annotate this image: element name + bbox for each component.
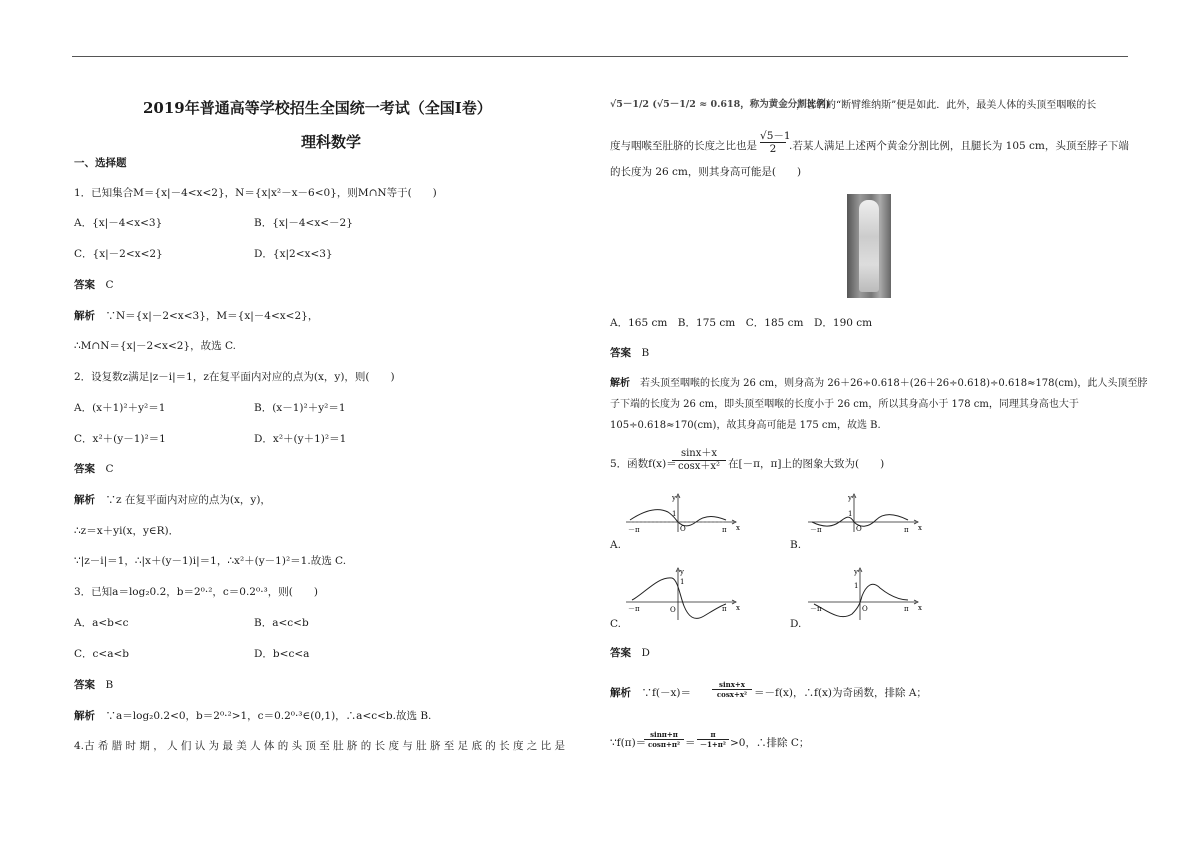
exam-title: 2019年普通高等学校招生全国统一考试（全国Ⅰ卷） <box>143 99 492 117</box>
q5-analysis2-frac2-den: －1+π² <box>700 740 726 749</box>
q4-answer <box>610 346 649 360</box>
graph-a-one: 1 <box>672 510 677 518</box>
q2-analysis-line2: ∴z＝x＋yi(x，y∈R)． <box>74 525 180 537</box>
graph-a-x: x <box>736 524 740 532</box>
q2-analysis-line1: ∵z 在复平面内对应的点为(x，y)， <box>105 494 271 506</box>
graph-c-neg-pi: －π <box>628 605 640 613</box>
q5-fraction-num: sinx＋x <box>672 448 726 461</box>
q2-answer-label: 答案 <box>74 463 95 475</box>
q2-option-d: D．x²＋(y＋1)²＝1 <box>254 433 347 445</box>
graph-option-d <box>804 566 924 624</box>
graph-a-y: y <box>672 494 676 502</box>
q5-analysis2-fraction2 <box>697 730 729 749</box>
q3-answer-value: B <box>105 679 114 691</box>
q1-analysis-label: 解析 <box>74 310 95 322</box>
q2-stem: 2．设复数z满足|z－i|＝1，z在复平面内对应的点为(x，y)，则( ) <box>74 371 395 383</box>
q4-line2: 度与咽喉至肚脐的长度之比也是 <box>610 140 757 152</box>
graph-c-x: x <box>736 604 740 612</box>
graph-d-origin: O <box>862 605 868 613</box>
q5-analysis1-pre: ∵f(－x)＝ <box>641 687 692 699</box>
q4-line3: 的长度为 26 cm，则其身高可能是( ) <box>610 166 802 178</box>
q4-answer-value: B <box>641 347 650 359</box>
q1-analysis <box>74 309 318 323</box>
graph-d-one: 1 <box>854 582 859 590</box>
graph-b-x: x <box>918 524 922 532</box>
q3-option-b: B．a<c<b <box>254 617 309 629</box>
q1-answer-label: 答案 <box>74 279 95 291</box>
graph-c-y: y <box>680 568 684 576</box>
q5-answer <box>610 646 650 660</box>
q5-analysis1-post: ＝－f(x)，∴f(x)为奇函数，排除 A； <box>754 687 927 699</box>
q5-analysis2-post: >0，∴排除 C； <box>730 737 810 749</box>
graph-a-pos-pi: π <box>722 526 727 534</box>
q5-analysis1-frac-num: sinx+x <box>712 680 752 690</box>
graph-d-y: y <box>854 568 858 576</box>
q1-option-d: D．{x|2<x<3} <box>254 248 333 260</box>
q3-stem: 3．已知a＝log₂0.2，b＝2⁰·²，c＝0.2⁰·³，则( ) <box>74 586 318 598</box>
q5-stem-pre: 5．函数f(x)＝ <box>610 458 677 470</box>
graph-option-a <box>622 492 742 534</box>
q1-option-a: A．{x|－4<x<3} <box>74 217 163 229</box>
graph-option-b <box>804 492 924 534</box>
q2-analysis <box>74 493 271 507</box>
q1-analysis-line2: ∴M∩N＝{x|－2<x<2}，故选 C. <box>74 340 236 352</box>
graph-c-pos-pi: π <box>722 605 727 613</box>
q4-options: A．165 cm B．175 cm C．185 cm D．190 cm <box>610 317 873 329</box>
q4-fraction-den: 2 <box>769 143 777 155</box>
graph-b-pos-pi: π <box>904 526 909 534</box>
q4-analysis-line2: 子下端的长度为 26 cm，即头顶至咽喉的长度小于 26 cm，所以其身高小于 178 cm，同理其身高也大于 <box>610 399 1079 410</box>
q4-answer-label: 答案 <box>610 347 631 359</box>
graph-label-b: B. <box>790 539 802 551</box>
q4-analysis-line3: 105÷0.618≈170(cm)，故其身高可能是 175 cm，故选 B. <box>610 420 881 431</box>
q4-ratio-expr: √5－1/2 (√5－1/2 ≈ 0.618，称为黄金分割比例) <box>610 99 831 110</box>
graph-label-d: D. <box>790 618 802 630</box>
q3-option-d: D．b<c<a <box>254 648 310 660</box>
q2-option-a: A．(x＋1)²＋y²＝1 <box>74 402 166 414</box>
q2-analysis-line3: ∵|z－i|＝1，∴|x＋(y－1)i|＝1，∴x²＋(y－1)²＝1.故选 C. <box>74 555 347 567</box>
q5-analysis1-fraction <box>712 680 752 699</box>
q4-analysis-label: 解析 <box>610 378 630 389</box>
graph-option-c <box>622 566 742 624</box>
graph-d-neg-pi: －π <box>810 605 822 613</box>
statue-figure <box>859 200 879 292</box>
graph-b-neg-pi: －π <box>810 526 822 534</box>
q3-analysis-line1: ∵a＝log₂0.2<0，b＝2⁰·²>1，c＝0.2⁰·³∈(0,1)，∴a<c<b.故选 B. <box>105 710 432 722</box>
q2-option-c: C．x²＋(y－1)²＝1 <box>74 433 166 445</box>
q1-answer-value: C <box>105 279 114 291</box>
q4-analysis <box>610 377 1147 391</box>
q3-analysis <box>74 709 431 723</box>
q1-stem: 1．已知集合M＝{x|－4<x<2}，N＝{x|x²－x－6<0}，则M∩N等于( ) <box>74 187 437 199</box>
graph-c-origin: O <box>670 606 676 614</box>
section-heading: 一、选择题 <box>74 157 127 169</box>
exam-subtitle: 理科数学 <box>301 133 362 151</box>
q3-answer-label: 答案 <box>74 679 95 691</box>
q5-analysis2-fraction1 <box>644 730 684 749</box>
q1-analysis-line1: ∵N＝{x|－2<x<3}，M＝{x|－4<x<2}， <box>105 310 319 322</box>
q5-analysis1-frac-den: cosx+x² <box>716 690 748 699</box>
q5-analysis-label: 解析 <box>610 687 631 699</box>
q1-option-c: C．{x|－2<x<2} <box>74 248 163 260</box>
q4-line2-rest: .若某人满足上述两个黄金分割比例，且腿长为 105 cm，头顶至脖子下端 <box>789 140 1129 152</box>
q4-line1: ，著名的“断臂维纳斯”便是如此．此外，最美人体的头顶至咽喉的长 <box>796 100 1097 111</box>
q3-option-c: C．c<a<b <box>74 648 129 660</box>
graph-d-pos-pi: π <box>904 605 909 613</box>
q5-fraction-den: cosx＋x² <box>677 461 721 472</box>
q5-analysis2-frac1-den: cosπ+π² <box>647 740 681 749</box>
q5-analysis2-frac1-num: sinπ+π <box>644 730 684 740</box>
q2-analysis-label: 解析 <box>74 494 95 506</box>
graph-b-one: 1 <box>848 510 853 518</box>
q4-analysis-line1: 若头顶至咽喉的长度为 26 cm，则身高为 26＋26÷0.618＋(26＋26÷0.618)÷0.618≈178(cm)，此人头顶至脖 <box>640 378 1148 389</box>
graph-label-a: A. <box>610 539 621 551</box>
q4-fraction-num: √5－1 <box>760 130 791 142</box>
q1-option-b: B．{x|－4<x<－2} <box>254 217 353 229</box>
q4-stem-start: 4.古 希 腊 时 期 ， 人 们 认 为 最 美 人 体 的 头 顶 至 肚 脐 的 长 度 与 肚 脐 至 足 底 的 长 度 之 比 是 <box>74 740 565 752</box>
graph-a-neg-pi: －π <box>628 526 640 534</box>
q5-fraction <box>672 448 726 473</box>
q5-answer-label: 答案 <box>610 647 631 659</box>
q3-answer <box>74 678 113 692</box>
q5-analysis2-frac2-num: π <box>697 730 729 740</box>
graph-b-origin: O <box>856 525 862 533</box>
q3-analysis-label: 解析 <box>74 710 95 722</box>
q5-analysis2-eq: ＝ <box>685 737 696 749</box>
q1-answer <box>74 278 114 292</box>
q2-answer <box>74 462 114 476</box>
graph-b-y: y <box>848 494 852 502</box>
venus-statue-image <box>847 194 891 298</box>
q5-analysis2-pre: ∵f(π)＝ <box>610 737 647 749</box>
q4-fraction <box>760 130 791 155</box>
q2-answer-value: C <box>105 463 114 475</box>
graph-label-c: C. <box>610 618 621 630</box>
graph-c-one: 1 <box>680 578 685 586</box>
q5-answer-value: D <box>641 647 650 659</box>
q5-stem-post: 在[－π，π]上的图象大致为( ) <box>728 458 885 470</box>
q2-option-b: B．(x－1)²＋y²＝1 <box>254 402 346 414</box>
q5-analysis <box>610 686 691 700</box>
graph-a-origin: O <box>680 525 686 533</box>
q3-option-a: A．a<b<c <box>74 617 129 629</box>
graph-d-x: x <box>918 604 922 612</box>
header-rule <box>72 56 1128 57</box>
